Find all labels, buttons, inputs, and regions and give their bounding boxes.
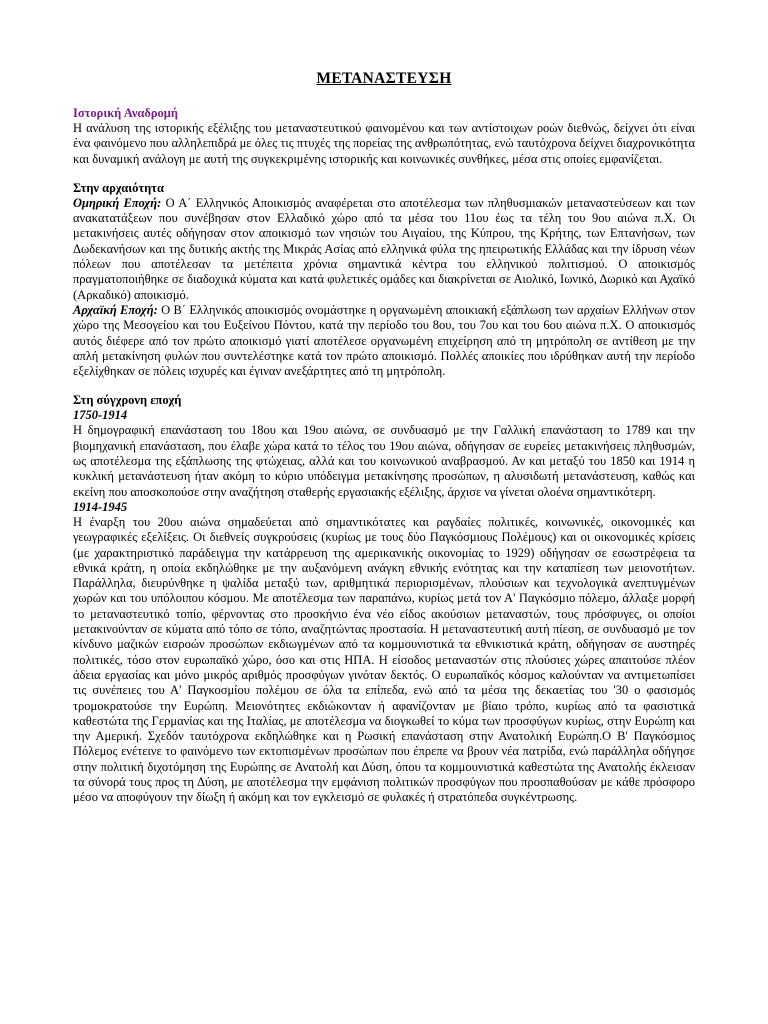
history-intro-paragraph: Η ανάλυση της ιστορικής εξέλιξης του μεταναστευτικού φαινομένου και των αντίστοιχων ροών διεθνώς, δείχνει ότι είναι ένα φαινόμενο που αλληλεπιδρά με όλες τις πτυχές της πορείας της ανθρωπότητας, ενώ ταυτόχρονα δείχνει διαχρονικότητα και δυναμική ανάλογη με αυτή της συγκεκριμένης ιστορικής και κοινωνικές συνθήκες, μέσα στις οποίες εμφανίζεται.	[73, 121, 695, 166]
document-title: ΜΕΤΑΝΑΣΤΕΥΣΗ	[316, 70, 452, 87]
homeric-era-label: Ομηρική Εποχή:	[73, 195, 162, 210]
archaic-era-paragraph	[73, 303, 695, 379]
archaic-era-text: Ο Β΄ Ελληνικός αποικισμός ονομάστηκε η οργανωμένη αποικιακή εξάπλωση των αρχαίων Ελλήνων στον χώρο της Μεσογείου και του Ευξείνου Πόντου, κατά την περίοδο του 8ου, του 7ου και του 6ου αιώνα π.Χ. Ο αποικισμός αυτός διέφερε από τον πρώτο αποικισμό γιατί αποτέλεσε οργανωμένη επιχείρηση από τη μητρόπολη σε αντίθεση με την απλή μετακίνηση φυλών που συντελέστηκε κατά τον πρώτο αποικισμό. Πολλές αποικίες που ιδρύθηκαν αυτή την περίοδο εξελίχθηκαν σε πόλεις ισχυρές και έγιναν ανεξάρτητες από τη μητρόπολη.	[73, 302, 696, 379]
period-1914-1945-heading: 1914-1945	[73, 499, 128, 514]
period-1914-1945-paragraph: Η έναρξη του 20ου αιώνα σημαδεύεται από σημαντικότατες και ραγδαίες πολιτικές, κοινωνικές, οικονομικές και γεωγραφικές εξελίξεις. Οι διεθνείς συγκρούσεις (κυρίως με τους δύο Παγκόσμιους Πολέμους) και οι οικονομικές κρίσεις (με χαρακτηριστικό παράδειγμα την κατάρρευση της αμερικανικής οικονομίας το 1929) οδήγησαν σε εσωστρέφεια τα εθνικά κράτη, η οποία εκδηλώθηκε με την αυξανόμενη ανάγκη εθνικής ενότητας και την καταπίεση των μειονοτήτων. Παράλληλα, διευρύνθηκε η ψαλίδα μεταξύ των, αριθμητικά περιορισμένων, πλούσιων και τεχνολογικά ανεπτυγμένων χωρών και του υπόλοιπου κόσμου. Με αποτέλεσμα των παραπάνω, κυρίως μετά τον Α' Παγκόσμιο πόλεμο, άλλαξε μορφή το μεταναστευτικό τοπίο, φέρνοντας στο προσκήνιο ένα νέο είδος ακούσιων μεταναστών, τους πρόσφυγες, οι οποίοι μετακινούνταν σε κύματα από τόπο σε τόπο, αναζητώντας προστασία. Η μεταναστευτική αυτή πίεση, σε συνδυασμό με τον κίνδυνο μαζικών εισροών προσώπων εκδιωγμένων από τα κομμουνιστικά τα εθνικιστικά κράτη, οδήγησαν σε αυστηρές πολιτικές, τόσο στον ευρωπαϊκό χώρο, όσο και στις ΗΠΑ. Η είσοδος μεταναστών στις πλούσιες χώρες απαιτούσε πλέον άδεια εργασίας και μόνο μικρός αριθμός προσφύγων γινόταν δεκτός. Ο ευρωπαϊκός κόσμος καλούνταν να αντιμετωπίσει τις συνέπειες του Α' Παγκοσμίου πολέμου σε όλα τα επίπεδα, ενώ από τα μέσα της δεκαετίας του '30 ο φασισμός τρομοκρατούσε την Ευρώπη. Μειονότητες εκδιώκονταν ή αφανίζονταν με βίαιο τρόπο, κυρίως από τα φασιστικά καθεστώτα της Γερμανίας και της Ιταλίας, με αποτέλεσμα να διογκωθεί το κύμα των προσφύγων κυρίως, στην Ευρώπη και την Αμερική. Σχεδόν ταυτόχρονα εκδηλώθηκε και η Ρωσική επανάσταση στην Ανατολική Ευρώπη.Ο Β' Παγκόσμιος Πόλεμος ενέτεινε το φαινόμενο των εκτοπισμένων προσώπων που έπρεπε να βρουν νέα πατρίδα, ενώ παράλληλα οδήγησε στην πολιτική διχοτόμηση της Ευρώπης σε Ανατολή και Δύση, όπου τα κομμουνιστικά καθεστώτα της Ανατολής έκλεισαν τα σύνορά τους προς τη Δύση, με αποτέλεσμα την εμφάνιση πολιτικών προσφύγων που προσπαθούσαν με κάθε πρόσφορο μέσο να αποφύγουν την δίωξη ή ακόμη και τον εγκλεισμό σε φυλακές ή στρατόπεδα συγκέντρωσης.	[73, 514, 695, 805]
period-1750-1914-paragraph: Η δημογραφική επανάσταση του 18ου και 19ου αιώνα, σε συνδυασμό με την Γαλλική επανάσταση το 1789 και την βιομηχανική επανάσταση, που έλαβε χώρα κατά το τέλος του 19ου αιώνα, οδήγησαν σε ευρείες μετακινήσεις πληθυσμών, ως αποτέλεσμα της εξάπλωσης της φτώχειας, αλλά και του κοινωνικού αναβρασμού. Αν και μεταξύ του 1850 και 1914 η κυκλική μετανάστευση ήταν ακόμη το κύριο υπόδειγμα μετακίνησης προσώπων, η αλυσιδωτή μετανάστευση, καθώς και εκείνη που αποσκοπούσε στην αναζήτηση σταθερής εργασιακής εξέλιξης, άρχισε να γίνεται ολοένα σημαντικότερη.	[73, 423, 695, 499]
document-page	[73, 70, 695, 806]
homeric-era-text: Ο Α΄ Ελληνικός Αποικισμός αναφέρεται στο αποτέλεσμα των πληθυσμιακών μεταναστεύσεων και των ανακατατάξεων που συνέβησαν στον Ελλαδικό χώρο από τα μέσα του 11ου έως τα τέλη του 9ου αιώνα π.Χ. Οι μετακινήσεις αυτές οδήγησαν στον αποικισμό των νησιών του Αιγαίου, της Κύπρου, της Κρήτης, των Επτανήσων, των Δωδεκανήσων και της δυτικής ακτής της Μικράς Ασίας από ελληνικά φύλα της ηπειρωτικής Ελλάδας και την ίδρυση νέων πόλεων που αποτέλεσαν τα μετέπειτα χρόνια σημαντικά κέντρα του ελληνικού πολιτισμού. Ο αποικισμός πραγματοποιήθηκε σε διαδοχικά κύματα και κατά φυλετικές ομάδες και διακρίνεται σε Αιολικό, Ιωνικό, Δωρικό και Αχαϊκό (Αρκαδικό) αποικισμό.	[73, 195, 696, 302]
antiquity-heading: Στην αρχαιότητα	[73, 180, 164, 195]
modern-era-heading: Στη σύγχρονη εποχή	[73, 393, 182, 408]
homeric-era-paragraph	[73, 196, 695, 303]
archaic-era-label: Αρχαϊκή Εποχή:	[73, 302, 158, 317]
period-1750-1914-heading: 1750-1914	[73, 408, 128, 423]
history-heading: Ιστορική Αναδρομή	[73, 106, 178, 120]
